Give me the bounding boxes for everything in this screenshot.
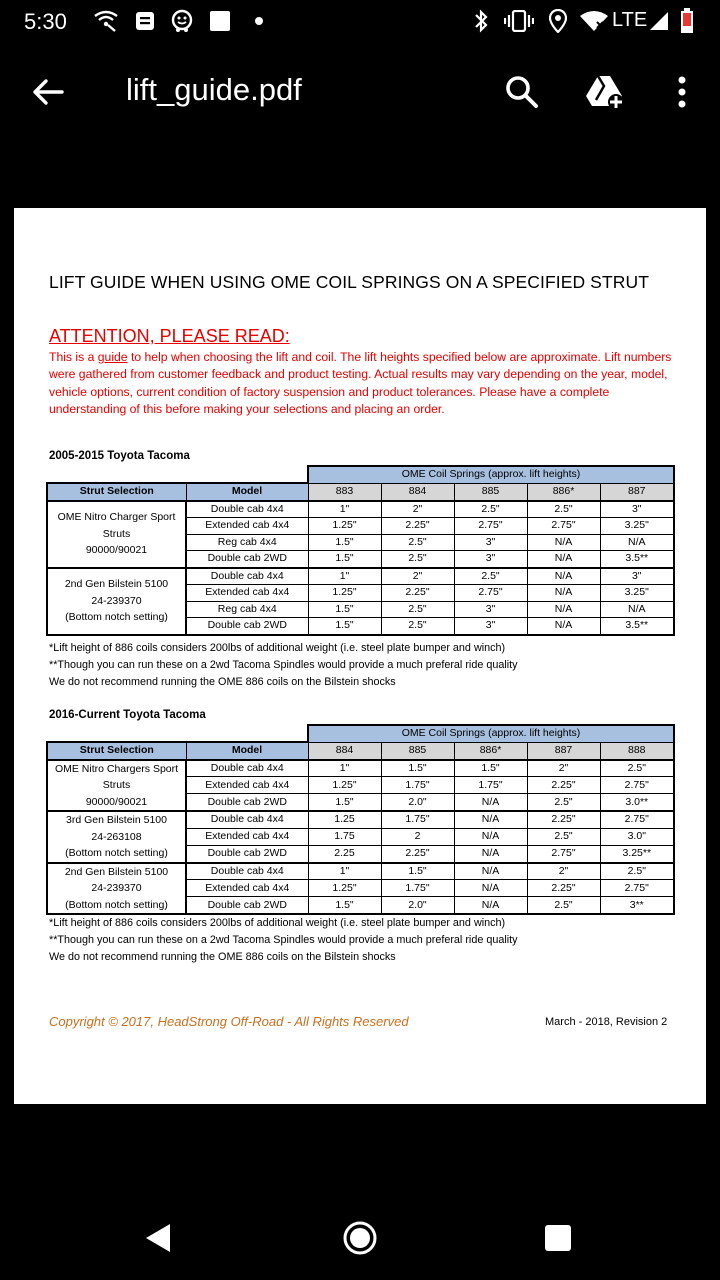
col-header-coil: 888: [600, 742, 674, 760]
square-icon: [208, 8, 232, 34]
model-cell: Double cab 2WD: [186, 794, 308, 811]
model-cell: Extended cab 4x4: [186, 828, 308, 845]
lift-value-cell: 2.25": [381, 585, 454, 602]
lift-value-cell: 2": [381, 501, 454, 518]
lift-value-cell: 3": [454, 551, 527, 568]
model-cell: Extended cab 4x4: [186, 518, 308, 535]
lift-value-cell: 3.25": [600, 518, 674, 535]
model-cell: Double cab 4x4: [186, 501, 308, 518]
model-cell: Double cab 4x4: [186, 568, 308, 585]
lift-value-cell: 2.75": [600, 811, 674, 828]
lift-value-cell: 3": [600, 501, 674, 518]
lift-value-cell: 2": [527, 760, 600, 777]
lift-value-cell: 1": [308, 760, 381, 777]
lift-value-cell: N/A: [454, 794, 527, 811]
status-bar: [0, 0, 720, 44]
lift-table-2016: [46, 724, 675, 915]
copyright-text: Copyright © 2017, HeadStrong Off-Road - All Rights Reserved: [49, 1014, 409, 1029]
recents-square-icon[interactable]: [532, 1212, 584, 1264]
pdf-page[interactable]: [14, 208, 706, 1104]
wifi-calling-icon: [92, 8, 120, 34]
lift-value-cell: N/A: [454, 863, 527, 880]
note-line: **Though you can run these on a 2wd Tacoma Spindles would provide a much preferal ride quality: [49, 934, 518, 946]
note-line: We do not recommend running the OME 886 coils on the Bilstein shocks: [49, 676, 396, 688]
lift-value-cell: 3.0": [600, 828, 674, 845]
table-row: [47, 863, 674, 880]
model-cell: Double cab 2WD: [186, 845, 308, 862]
waze-icon: [168, 8, 196, 34]
lift-value-cell: 1.5": [308, 897, 381, 914]
strut-line: 90000/90021: [85, 544, 148, 557]
strut-line: (Bottom notch setting): [65, 898, 168, 911]
table-row: [47, 501, 674, 518]
lift-value-cell: 2.5": [454, 501, 527, 518]
lift-value-cell: 3.25**: [600, 845, 674, 862]
col-header-coil: 885: [381, 742, 454, 760]
strut-selection-cell: [47, 811, 186, 863]
strut-line: 2nd Gen Bilstein 5100: [64, 865, 169, 878]
lift-value-cell: 1.25: [308, 811, 381, 828]
lift-value-cell: 2": [381, 568, 454, 585]
lift-value-cell: N/A: [527, 534, 600, 551]
section-title-2005: 2005-2015 Toyota Tacoma: [49, 450, 190, 462]
col-header-coil: 885: [454, 483, 527, 501]
lift-value-cell: 3": [454, 601, 527, 618]
col-header-coil: 886*: [454, 742, 527, 760]
table-row: [47, 760, 674, 777]
strut-line: 24-263108: [91, 830, 142, 843]
location-icon: [546, 8, 570, 34]
attention-heading: ATTENTION, PLEASE READ:: [49, 326, 290, 346]
strut-line: Struts: [102, 527, 131, 540]
guide-link[interactable]: guide: [97, 350, 128, 364]
lift-value-cell: 2.5": [527, 794, 600, 811]
app-bar: [0, 52, 720, 132]
model-cell: Double cab 4x4: [186, 811, 308, 828]
lift-value-cell: 1.5": [454, 760, 527, 777]
lift-value-cell: N/A: [527, 601, 600, 618]
strut-line: OME Nitro Charger Sport: [57, 511, 176, 524]
lift-value-cell: N/A: [527, 568, 600, 585]
strut-line: Struts: [102, 779, 131, 791]
notice-paragraph: [49, 349, 679, 419]
lift-value-cell: N/A: [600, 534, 674, 551]
lift-value-cell: 2.75": [454, 585, 527, 602]
strut-selection-cell: [47, 568, 186, 635]
strut-line: 2nd Gen Bilstein 5100: [64, 578, 169, 591]
strut-line: 24-239370: [91, 882, 142, 894]
wifi-icon: [578, 8, 610, 34]
lift-value-cell: 2.75": [600, 777, 674, 794]
col-header-strut: Strut Selection: [47, 742, 186, 760]
lift-value-cell: 2.25": [527, 777, 600, 794]
lift-value-cell: N/A: [527, 551, 600, 568]
lift-value-cell: 3": [600, 568, 674, 585]
notice-pre: This is a: [49, 350, 98, 364]
lift-value-cell: 2.5": [381, 551, 454, 568]
lift-value-cell: N/A: [454, 828, 527, 845]
model-cell: Extended cab 4x4: [186, 880, 308, 897]
lift-value-cell: 1.75": [381, 811, 454, 828]
col-header-coil: 884: [381, 483, 454, 501]
lift-value-cell: 2.25": [381, 518, 454, 535]
lift-value-cell: 3.5**: [600, 618, 674, 635]
lift-value-cell: 2.5": [381, 601, 454, 618]
lift-value-cell: N/A: [454, 897, 527, 914]
message-icon: [132, 8, 158, 34]
lift-value-cell: 2.75": [600, 880, 674, 897]
col-header-coil: 887: [527, 742, 600, 760]
lift-value-cell: 1.75": [454, 777, 527, 794]
lift-value-cell: 1.5": [308, 551, 381, 568]
lift-value-cell: 2.5": [381, 534, 454, 551]
model-cell: Double cab 4x4: [186, 760, 308, 777]
nav-bar: [0, 1196, 720, 1280]
lift-value-cell: 1.25": [308, 518, 381, 535]
vibrate-icon: [504, 8, 534, 34]
lift-value-cell: 3": [454, 618, 527, 635]
table-row: [47, 568, 674, 585]
signal-icon: [648, 8, 670, 34]
col-header-model: Model: [186, 483, 308, 501]
lift-value-cell: 2.75": [527, 845, 600, 862]
lift-value-cell: 3.25": [600, 585, 674, 602]
search-icon[interactable]: [500, 70, 544, 114]
revision-text: March - 2018, Revision 2: [545, 1016, 668, 1028]
lift-value-cell: 2: [381, 828, 454, 845]
lift-value-cell: 1.5": [308, 601, 381, 618]
more-vert-icon[interactable]: [660, 70, 704, 114]
lift-value-cell: 2": [527, 863, 600, 880]
lift-table-2005: [46, 465, 675, 636]
lift-value-cell: 1.5": [381, 760, 454, 777]
model-cell: Reg cab 4x4: [186, 534, 308, 551]
notes-2005: [49, 640, 518, 691]
model-cell: Double cab 2WD: [186, 897, 308, 914]
lift-value-cell: 2.25: [308, 845, 381, 862]
strut-line: 24-239370: [91, 594, 142, 607]
home-circle-icon[interactable]: [334, 1212, 386, 1264]
lift-value-cell: N/A: [454, 880, 527, 897]
back-triangle-icon[interactable]: [132, 1212, 184, 1264]
lift-value-cell: 2.0": [381, 794, 454, 811]
strut-selection-cell: [47, 501, 186, 568]
lift-value-cell: 2.75": [454, 518, 527, 535]
lift-value-cell: 1.5": [308, 534, 381, 551]
lift-value-cell: N/A: [454, 811, 527, 828]
lift-value-cell: 1.5": [381, 863, 454, 880]
note-line: *Lift height of 886 coils considers 200lbs of additional weight (i.e. steel plate bumper and winch): [49, 642, 506, 654]
lift-value-cell: 1.25": [308, 585, 381, 602]
coil-springs-header: OME Coil Springs (approx. lift heights): [308, 725, 674, 742]
table-row: [47, 811, 674, 828]
lift-value-cell: 1.5": [308, 794, 381, 811]
model-cell: Reg cab 4x4: [186, 601, 308, 618]
lift-value-cell: 2.25": [381, 845, 454, 862]
col-header-coil: 884: [308, 742, 381, 760]
lift-value-cell: N/A: [527, 618, 600, 635]
model-cell: Double cab 2WD: [186, 618, 308, 635]
strut-line: 3rd Gen Bilstein 5100: [66, 814, 167, 826]
document-title: lift_guide.pdf: [126, 72, 302, 107]
lift-value-cell: 3.0**: [600, 794, 674, 811]
lift-value-cell: 1.75": [381, 880, 454, 897]
lift-value-cell: 2.5": [527, 501, 600, 518]
lift-value-cell: 2.5": [527, 897, 600, 914]
strut-line: (Bottom notch setting): [65, 611, 168, 624]
lift-value-cell: 2.5": [454, 568, 527, 585]
lift-value-cell: 2.5": [527, 828, 600, 845]
dot-icon: [252, 8, 266, 34]
coil-springs-header: OME Coil Springs (approx. lift heights): [308, 466, 674, 483]
lift-value-cell: 2.5": [600, 760, 674, 777]
network-type: LTE: [612, 9, 648, 31]
note-line: **Though you can run these on a 2wd Tacoma Spindles would provide a much preferal ride quality: [49, 659, 518, 671]
col-header-strut: Strut Selection: [47, 483, 186, 501]
model-cell: Extended cab 4x4: [186, 777, 308, 794]
status-time: 5:30: [24, 9, 67, 34]
lift-value-cell: 1.25": [308, 880, 381, 897]
model-cell: Double cab 4x4: [186, 863, 308, 880]
lift-value-cell: 2.5": [381, 618, 454, 635]
strut-selection-cell: [47, 863, 186, 915]
section-title-2016: 2016-Current Toyota Tacoma: [49, 709, 206, 721]
lift-value-cell: 1": [308, 568, 381, 585]
lift-value-cell: 3.5**: [600, 551, 674, 568]
lift-value-cell: 1.75: [308, 828, 381, 845]
lift-value-cell: 1": [308, 863, 381, 880]
lift-value-cell: 2.5": [600, 863, 674, 880]
lift-value-cell: 3**: [600, 897, 674, 914]
battery-icon: [678, 8, 696, 34]
strut-selection-cell: [47, 760, 186, 812]
lift-value-cell: 2.75": [527, 518, 600, 535]
lift-value-cell: N/A: [527, 585, 600, 602]
back-arrow-icon[interactable]: [28, 72, 68, 112]
strut-line: OME Nitro Chargers Sport: [54, 762, 179, 775]
col-header-coil: 886*: [527, 483, 600, 501]
doc-heading: LIFT GUIDE WHEN USING OME COIL SPRINGS ON A SPECIFIED STRUT: [49, 272, 650, 292]
strut-line: 90000/90021: [85, 795, 148, 808]
lift-value-cell: 2.25": [527, 811, 600, 828]
lift-value-cell: 1.25": [308, 777, 381, 794]
model-cell: Extended cab 4x4: [186, 585, 308, 602]
lift-value-cell: 1.75": [381, 777, 454, 794]
col-header-coil: 883: [308, 483, 381, 501]
lift-value-cell: N/A: [600, 601, 674, 618]
strut-line: (Bottom notch setting): [65, 847, 168, 859]
note-line: We do not recommend running the OME 886 coils on the Bilstein shocks: [49, 951, 396, 963]
lift-value-cell: 1.5": [308, 618, 381, 635]
bluetooth-icon: [470, 8, 492, 34]
note-line: *Lift height of 886 coils considers 200lbs of additional weight (i.e. steel plate bumper and winch): [49, 917, 506, 929]
lift-value-cell: 2.25": [527, 880, 600, 897]
model-cell: Double cab 2WD: [186, 551, 308, 568]
notice-post: to help when choosing the lift and coil. The lift heights specified below are approximate. Lift numbers were gathered from customer feedback and product testing. Actual results may vary depending on the year, model, vehicle options, current condition of factory suspension and product tolerances. Please have a complete understanding of this before making your selections and placing an order.: [49, 350, 672, 417]
col-header-coil: 887: [600, 483, 674, 501]
lift-value-cell: 3": [454, 534, 527, 551]
drive-add-icon[interactable]: [584, 70, 628, 114]
col-header-model: Model: [186, 742, 308, 760]
notes-2016: [49, 915, 518, 966]
lift-value-cell: 1": [308, 501, 381, 518]
lift-value-cell: 2.0": [381, 897, 454, 914]
lift-value-cell: N/A: [454, 845, 527, 862]
